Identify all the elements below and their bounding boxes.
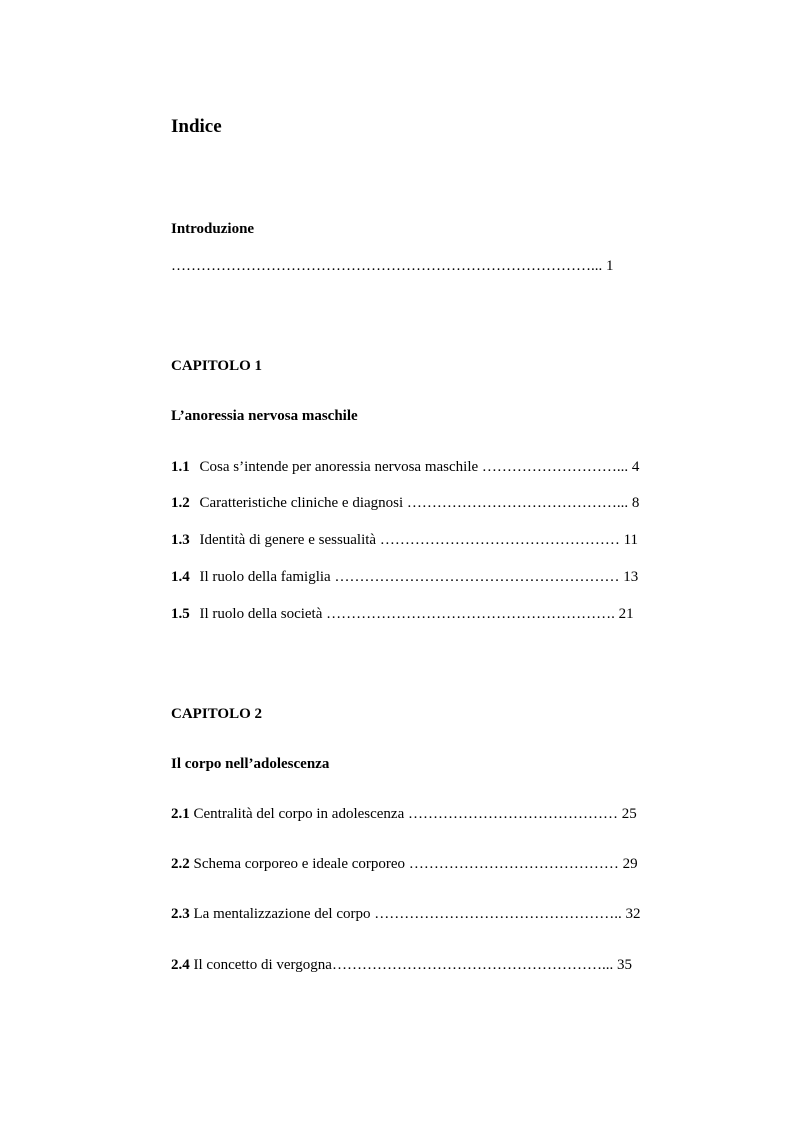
toc-entry-2-3[interactable] bbox=[171, 907, 641, 922]
page-number: 29 bbox=[622, 856, 638, 872]
toc-entry-1-5[interactable] bbox=[171, 607, 634, 622]
page-number: 1 bbox=[606, 258, 614, 274]
page-number: 8 bbox=[631, 495, 640, 511]
entry-number: 1.3 bbox=[171, 532, 190, 548]
entry-title: Caratteristiche cliniche e diagnosi bbox=[199, 495, 404, 511]
leader-dots: ………………………………………… bbox=[379, 532, 620, 548]
leader-dots: …………………………………… bbox=[408, 856, 619, 872]
toc-entry-2-1[interactable] bbox=[171, 807, 637, 822]
toc-entry-1-4[interactable] bbox=[171, 570, 638, 585]
entry-number: 1.5 bbox=[171, 606, 190, 622]
entry-title: La mentalizzazione del corpo bbox=[193, 906, 371, 922]
introduction-entry[interactable] bbox=[171, 259, 614, 274]
toc-entry-1-1[interactable] bbox=[171, 460, 639, 475]
entry-title: Cosa s’intende per anoressia nervosa maschile bbox=[199, 459, 479, 475]
entry-title: Schema corporeo e ideale corporeo bbox=[193, 856, 406, 872]
entry-number: 2.3 bbox=[171, 906, 190, 922]
leader-dots: ………………………………………………... bbox=[331, 957, 614, 973]
chapter-2-title: Il corpo nell’adolescenza bbox=[171, 756, 330, 772]
entry-title: Il ruolo della famiglia bbox=[199, 569, 331, 585]
toc-entry-1-3[interactable] bbox=[171, 533, 638, 548]
entry-title: Centralità del corpo in adolescenza bbox=[193, 806, 405, 822]
leader-dots: ……………………………………... bbox=[406, 495, 629, 511]
entry-number: 2.1 bbox=[171, 806, 190, 822]
leader-dots: ………………………………………….. bbox=[374, 906, 622, 922]
leader-dots: …………………………………… bbox=[408, 806, 618, 822]
page-number: 21 bbox=[618, 606, 634, 622]
leader-dots: …………………………………………………………………………... bbox=[171, 258, 603, 274]
toc-entry-2-2[interactable] bbox=[171, 857, 638, 872]
page-title: Indice bbox=[171, 116, 222, 137]
page-number: 4 bbox=[631, 459, 640, 475]
leader-dots: …………………………………………………. bbox=[326, 606, 615, 622]
entry-number: 1.1 bbox=[171, 459, 190, 475]
entry-title: Il concetto di vergogna bbox=[193, 957, 332, 973]
chapter-1-title: L’anoressia nervosa maschile bbox=[171, 408, 358, 424]
toc-entry-2-4[interactable] bbox=[171, 958, 632, 973]
page-number: 35 bbox=[616, 957, 632, 973]
chapter-1-label: CAPITOLO 1 bbox=[171, 358, 262, 374]
entry-title: Identità di genere e sessualità bbox=[199, 532, 377, 548]
page-number: 32 bbox=[625, 906, 641, 922]
entry-title: Il ruolo della società bbox=[199, 606, 323, 622]
introduction-heading: Introduzione bbox=[171, 221, 255, 237]
toc-entry-1-2[interactable] bbox=[171, 496, 639, 511]
entry-number: 1.2 bbox=[171, 495, 190, 511]
page-number: 13 bbox=[623, 569, 639, 585]
entry-number: 2.4 bbox=[171, 957, 190, 973]
leader-dots: ………………………... bbox=[481, 459, 629, 475]
entry-number: 2.2 bbox=[171, 856, 190, 872]
leader-dots: ………………………………………………… bbox=[334, 569, 620, 585]
entry-number: 1.4 bbox=[171, 569, 190, 585]
chapter-2-label: CAPITOLO 2 bbox=[171, 706, 262, 722]
page-number: 11 bbox=[623, 532, 639, 548]
page-number: 25 bbox=[621, 806, 637, 822]
